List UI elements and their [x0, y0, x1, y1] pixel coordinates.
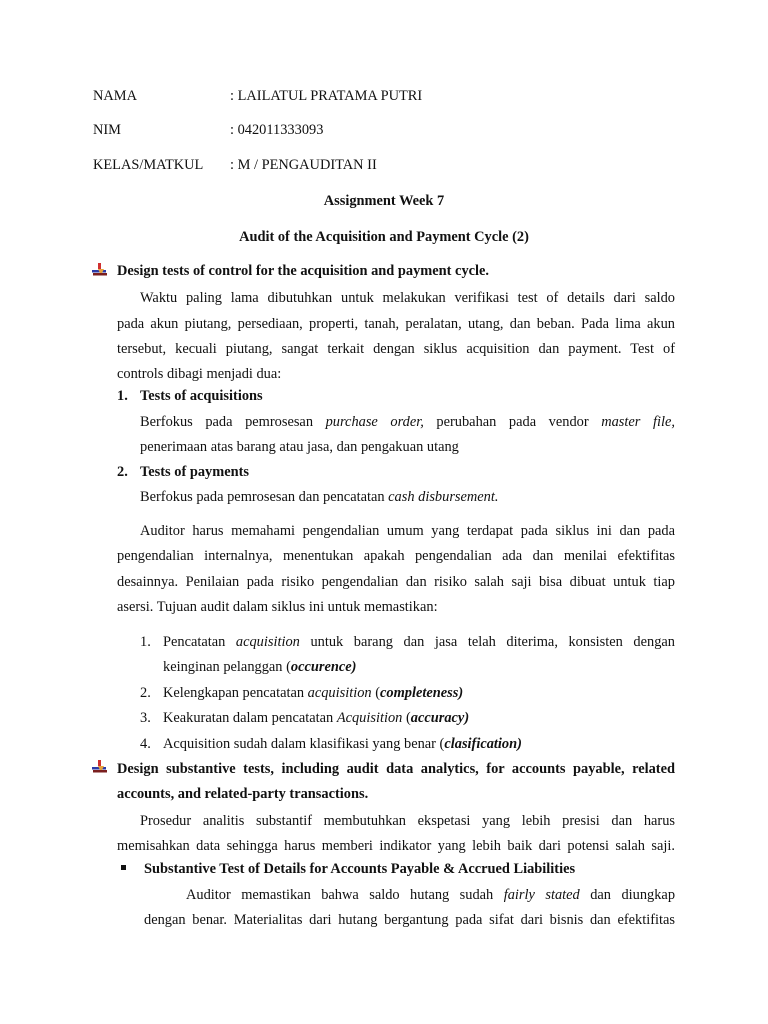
goal-item-4: Acquisition sudah dalam klasifikasi yang benar (clasification) — [163, 736, 522, 752]
section1-para2-line: Auditor harus memahami pengendalian umum yang terdapat pada siklus ini dan pada — [140, 523, 675, 539]
item1-title: Tests of acquisitions — [140, 388, 263, 404]
square-bullet-icon — [121, 865, 126, 870]
item2-line: Berfokus pada pemrosesan dan pencatatan cash disbursement. — [140, 489, 499, 505]
section2-heading-line1: Design substantive tests, including audit data analytics, for accounts payable, related — [117, 761, 675, 777]
section1-para-line: Waktu paling lama dibutuhkan untuk melakukan verifikasi test of details dari saldo — [140, 290, 675, 306]
section2-heading-line2: accounts, and related-party transactions. — [117, 786, 369, 802]
section1-heading: Design tests of control for the acquisition and payment cycle. — [117, 263, 490, 279]
page-title: Assignment Week 7 — [323, 193, 445, 209]
item2-number: 2. — [117, 464, 128, 480]
section1-para-line: controls dibagi menjadi dua: — [117, 366, 282, 382]
goal-item-2: Kelengkapan pencatatan acquisition (completeness) — [163, 685, 464, 701]
goal-number: 1. — [140, 634, 151, 650]
nim-value: : 042011333093 — [230, 122, 324, 138]
nama-value: : LAILATUL PRATAMA PUTRI — [230, 88, 423, 104]
goal-number: 4. — [140, 736, 151, 752]
section1-para2-line: desainnya. Penilaian pada risiko pengendalian dan risiko salah saji bisa dibuat untuk tiap — [117, 574, 675, 590]
goal-item-3: Keakuratan dalam pencatatan Acquisition (accuracy) — [163, 710, 470, 726]
section1-para-line: pada akun piutang, persediaan, properti, tanah, peralatan, utang, dan beban. Pada lima akun — [117, 316, 675, 332]
goal-number: 3. — [140, 710, 151, 726]
section1-para-line: tersebut, kecuali piutang, sangat terkait dengan siklus acquisition dan payment. Test of — [117, 341, 675, 357]
page-subtitle: Audit of the Acquisition and Payment Cycle (2) — [239, 229, 529, 245]
item1-number: 1. — [117, 388, 128, 404]
kelas-value: : M / PENGAUDITAN II — [230, 157, 377, 173]
nama-label: NAMA — [93, 88, 137, 104]
goal-item-1-line2: keinginan pelanggan (occurence) — [163, 659, 357, 675]
item1-line2: penerimaan atas barang atau jasa, dan pengakuan utang — [140, 439, 459, 455]
bullet-line2: dengan benar. Materialitas dari hutang bergantung pada sifat dari bisnis dan efektifitas — [144, 912, 675, 928]
bullet-line1: Auditor memastikan bahwa saldo hutang sudah fairly stated dan diungkap — [186, 887, 676, 903]
goal-number: 2. — [140, 685, 151, 701]
arrow-bullet-icon — [92, 263, 108, 277]
section2-para-line: memisahkan data sehingga harus memberi indikator yang lebih baik dari potensi salah saji. — [117, 838, 675, 854]
item2-title: Tests of payments — [140, 464, 250, 480]
arrow-bullet-icon — [92, 760, 108, 774]
section2-para-line: Prosedur analitis substantif membutuhkan ekspetasi yang lebih presisi dan harus — [140, 813, 675, 829]
goal-item-1: Pencatatan acquisition untuk barang dan jasa telah diterima, konsisten dengan — [163, 634, 675, 650]
section1-para2-line: pengendalian internalnya, menentukan apakah pengendalian ada dan menilai efektifitas — [117, 548, 675, 564]
section1-para2-line: asersi. Tujuan audit dalam siklus ini untuk memastikan: — [117, 599, 438, 615]
nim-label: NIM — [93, 122, 121, 138]
kelas-label: KELAS/MATKUL — [93, 157, 204, 173]
item1-line1: Berfokus pada pemrosesan purchase order, perubahan pada vendor master file, — [140, 414, 675, 430]
bullet-title: Substantive Test of Details for Accounts Payable & Accrued Liabilities — [144, 861, 576, 877]
